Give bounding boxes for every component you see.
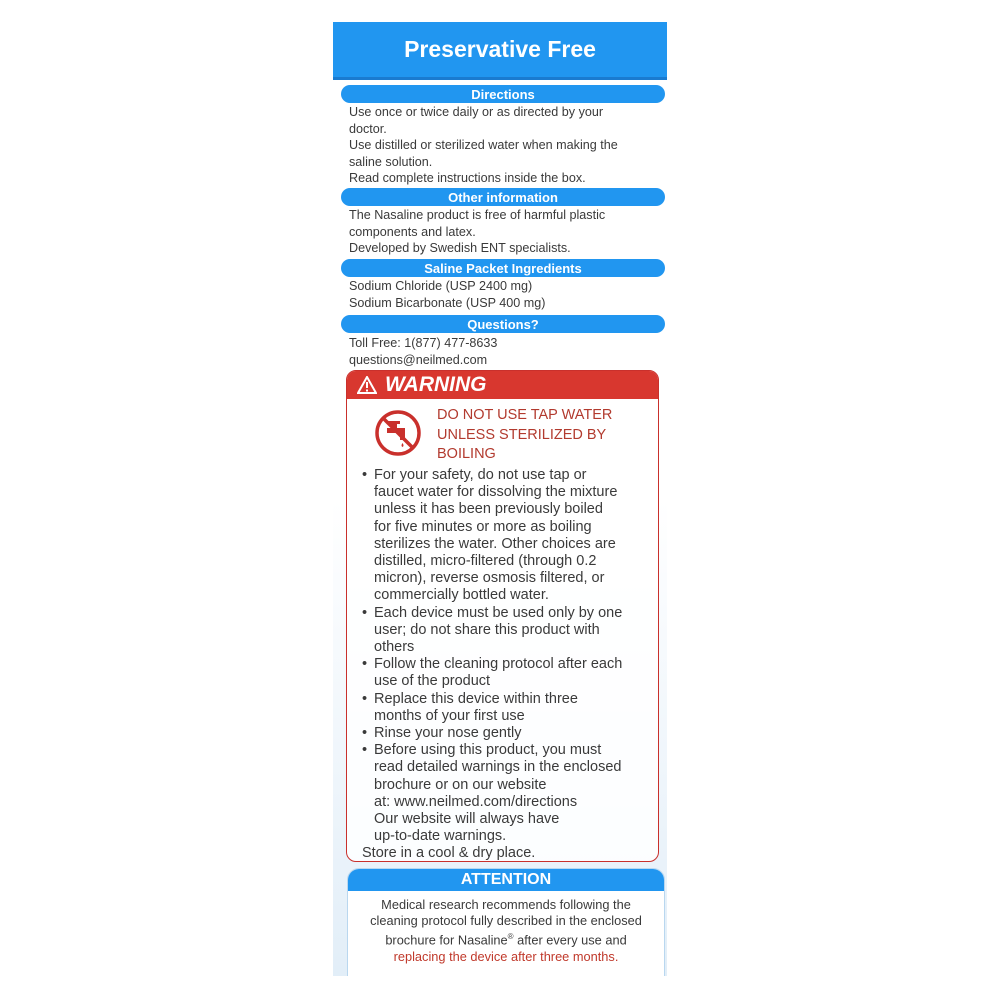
bullet-line: distilled, micro-filtered (through 0.2 [374, 553, 597, 570]
attention-heading: ATTENTION [348, 869, 664, 891]
bullet-line: faucet water for dissolving the mixture [374, 484, 618, 501]
warning-bullet [362, 467, 652, 605]
warning-bullets [362, 467, 652, 862]
bullet-line: For your safety, do not use tap or [374, 467, 587, 483]
other-info-text [349, 207, 659, 257]
bullet-line: months of your first use [374, 707, 525, 724]
no-tap-water-icon [374, 409, 422, 457]
bullet-line: at: www.neilmed.com/directions [374, 793, 578, 810]
tap-warning-line: BOILING [437, 446, 496, 462]
directions-heading: Directions [341, 85, 665, 103]
bullet-line: sterilizes the water. Other choices are [374, 535, 616, 552]
ingredient-line: Sodium Bicarbonate (USP 400 mg) [349, 295, 546, 310]
bullet-line: up-to-date warnings. [374, 828, 507, 845]
warning-header [347, 371, 658, 399]
bullet-line: use of the product [374, 673, 491, 690]
attention-line: cleaning protocol fully described in the enclosed [370, 913, 642, 929]
other-info-line: Developed by Swedish ENT specialists. [349, 241, 571, 256]
attention-line-pre: brochure for Nasaline [385, 932, 508, 948]
questions-text [349, 335, 659, 368]
bullet-line: brochure or on our website [374, 776, 547, 793]
tap-warning-line: UNLESS STERILIZED BY [437, 426, 607, 443]
bullet-line: Each device must be used only by one [374, 604, 623, 621]
bullet-line: Rinse your nose gently [374, 725, 522, 742]
bullet-dot: • [362, 742, 368, 759]
attention-replace-line: replacing the device after three months. [393, 948, 619, 964]
bullet-dot: • [362, 604, 368, 621]
bullet-line: commercially bottled water. [374, 587, 549, 604]
ingredient-line: Sodium Chloride (USP 2400 mg) [349, 279, 533, 293]
preservative-free-banner: Preservative Free [333, 22, 667, 80]
ingredients-text [349, 278, 659, 311]
attention-line [348, 929, 664, 948]
other-info-heading: Other information [341, 188, 665, 206]
warning-bullet [362, 691, 652, 725]
attention-line: Medical research recommends following the [381, 897, 631, 912]
warning-bullet [362, 742, 652, 845]
bullet-line: micron), reverse osmosis filtered, or [374, 570, 605, 587]
registered-mark: ® [507, 932, 514, 942]
attention-text [348, 891, 664, 965]
attention-box [347, 868, 665, 976]
bullet-dot: • [362, 467, 368, 483]
warning-bullet [362, 725, 652, 742]
attention-line-post: after every use and [513, 932, 627, 948]
warning-triangle-icon [357, 376, 377, 394]
other-info-line: components and latex. [349, 224, 476, 239]
bullet-line: for five minutes or more as boiling [374, 518, 592, 535]
bullet-dot: • [362, 690, 368, 707]
bullet-line: Before using this product, you must [374, 742, 602, 759]
questions-heading: Questions? [341, 315, 665, 333]
bullet-line: read detailed warnings in the enclosed [374, 759, 622, 776]
tap-water-warning [437, 406, 647, 465]
product-label-panel [333, 22, 667, 976]
ingredients-heading: Saline Packet Ingredients [341, 259, 665, 277]
other-info-line: The Nasaline product is free of harmful plastic [349, 208, 606, 222]
bullet-dot: • [362, 725, 368, 742]
directions-text [349, 104, 659, 187]
bullet-line: Follow the cleaning protocol after each [374, 656, 623, 673]
bullet-line: user; do not share this product with [374, 621, 600, 638]
toll-free-line: Toll Free: 1(877) 477-8633 [349, 336, 498, 350]
directions-line: Use once or twice daily or as directed by your [349, 105, 604, 119]
warning-box [346, 370, 659, 862]
warning-bullet [362, 656, 652, 690]
directions-line: saline solution. [349, 154, 433, 169]
warning-bullet [362, 605, 652, 657]
email-line: questions@neilmed.com [349, 352, 488, 367]
bullet-line: Replace this device within three [374, 690, 578, 707]
storage-note: Store in a cool & dry place. [362, 845, 536, 862]
bullet-line: Our website will always have [374, 811, 560, 828]
directions-line: doctor. [349, 121, 387, 136]
tap-warning-line: DO NOT USE TAP WATER [437, 407, 613, 423]
directions-line: Read complete instructions inside the box. [349, 171, 586, 186]
warning-title: WARNING [385, 373, 487, 396]
directions-line: Use distilled or sterilized water when making the [349, 138, 618, 153]
bullet-line: others [374, 639, 415, 656]
bullet-dot: • [362, 656, 368, 673]
bullet-line: unless it has been previously boiled [374, 501, 603, 518]
